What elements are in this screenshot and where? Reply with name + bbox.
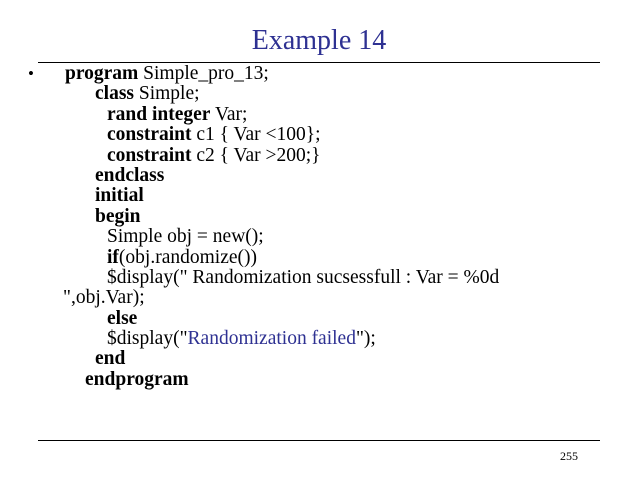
footer-divider [38, 440, 600, 441]
code-line-endprogram [28, 370, 628, 390]
code-text: Simple; [134, 83, 200, 105]
code-text: Simple obj = new(); [107, 226, 264, 248]
code-line-display-success [28, 268, 628, 288]
code-line-else [28, 309, 628, 329]
code-line-end [28, 349, 628, 369]
code-line-new [28, 227, 628, 247]
code-text: $display(" Randomization sucsessfull : Var = %0d [107, 266, 500, 288]
keyword: else [107, 307, 138, 329]
code-text: "); [355, 328, 376, 350]
keyword: end [95, 348, 126, 370]
keyword: endclass [95, 164, 165, 186]
keyword: program [65, 63, 139, 84]
keyword: initial [95, 185, 144, 207]
code-line-class [28, 84, 628, 104]
slide-title: Example 14 [251, 25, 387, 56]
keyword: endprogram [85, 368, 189, 390]
code-line-constraint-c2 [28, 146, 628, 166]
code-text: c2 { Var >200;} [191, 144, 321, 166]
code-text: c1 { Var <100}; [191, 124, 321, 146]
string-literal: Randomization failed [187, 328, 356, 350]
code-line-endclass [28, 166, 628, 186]
keyword: begin [95, 205, 141, 227]
code-line-rand [28, 105, 628, 125]
code-text: $display(" [107, 328, 188, 350]
keyword: class [95, 83, 134, 105]
code-text: (obj.randomize()) [118, 246, 257, 268]
code-line-display-success-cont [28, 288, 628, 308]
code-text: Simple_pro_13; [138, 63, 269, 84]
code-text: Var; [210, 103, 248, 125]
code-line-initial [28, 186, 628, 206]
keyword: constraint [107, 144, 192, 166]
keyword: constraint [107, 124, 192, 146]
code-line-constraint-c1 [28, 125, 628, 145]
keyword: rand integer [107, 103, 211, 125]
code-line-program [28, 64, 628, 84]
code-listing [28, 64, 628, 390]
code-line-display-failed [28, 329, 628, 349]
code-text: ",obj.Var); [63, 287, 145, 309]
bullet-icon: • [28, 64, 34, 83]
code-line-begin [28, 207, 628, 227]
code-line-if [28, 248, 628, 268]
keyword: if [107, 246, 119, 268]
page-number: 255 [560, 449, 578, 463]
